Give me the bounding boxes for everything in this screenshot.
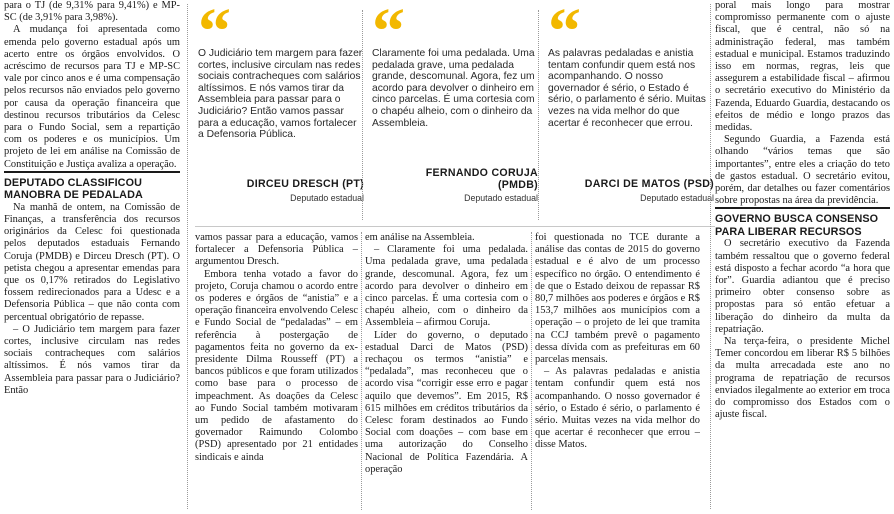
subheadline: GOVERNO BUSCA CONSENSO PARA LIBERAR RECURSOS (715, 207, 890, 238)
column-divider (710, 4, 711, 509)
paragraph: poral mais longo para mostrar compromisso permanente com o ajuste fiscal, que é central, não só na administração federal, mas também estadual e municipal. Estamos traduzindo isso em normas, regras, leis que assegurem a estabilidade fiscal – afirmou o secretário executivo do Ministério da Fazenda, Eduardo Guardia, destacando os efeitos de médio e longo prazos das medidas. (715, 0, 890, 134)
quote-box-matos (548, 0, 714, 217)
quote-role: Deputado estadual (464, 193, 538, 203)
quote-author: DARCI DE MATOS (PSD) (584, 178, 714, 190)
article-column-4 (535, 232, 700, 512)
article-column-2 (195, 232, 358, 512)
quote-mark-icon: “ (372, 0, 399, 68)
paragraph: para o TJ (de 9,31% para 9,41%) e MP-SC (de 3,91% para 3,98%). (4, 0, 180, 24)
article-column-3 (365, 232, 528, 512)
column-divider (531, 232, 532, 510)
paragraph: Segundo Guardia, a Fazenda está olhando “vários temas que são importantes”, entre eles a criação do teto de gastos estadual. O secretário evitou, porém, dar detalhes ou fazer comentários sobre propostas na área da previdência. (715, 134, 890, 207)
paragraph: Embora tenha votado a favor do projeto, Coruja chamou o acordo entre os poderes e órgãos de “anistia” e a operação financeira envolvendo Celesc e Fundo Social de “pedaladas” – em referência à postergação de pagamentos feita no governo da ex-presidente Dilma Rousseff (PT) a bancos públicos e que foram utilizados como base para o processo de impeachment. As doações da Celesc ao Fundo Social também motivaram um pedido de afastamento do governador Raimundo Colombo (PSD) apresentado por 21 entidades sindicais e ainda (195, 268, 358, 463)
paragraph: – O Judiciário tem margem para fazer cortes, inclusive circulam nas redes sociais contracheques com salários altíssimos. É nós vamos tirar da Assembleia para passar para o Judiciário? Então (4, 323, 180, 396)
article-column-5 (715, 0, 890, 514)
paragraph: O secretário executivo da Fazenda também ressaltou que o governo federal está disposto a fechar acordo “a hora que for”. Guardia adiantou que é preciso primeiro obter consenso sobre as propostas para só então efetuar a liberação do dinheiro da multa da repatriação. (715, 238, 890, 335)
quote-box-dresch (198, 0, 364, 217)
quote-text: As palavras pedaladas e anistia tentam confundir quem está nos acompanhando. O nosso governador é sério, o Estado é sério, o parlamento é sério. Muitas vezes na vida melhor do que acertar é reconhecer que errou. (548, 48, 706, 129)
quote-divider (362, 10, 363, 220)
column-divider (361, 232, 362, 510)
paragraph: – Claramente foi uma pedalada. Uma pedalada grave, uma pedalada grande, descomunal. Agora, fez um acordo para devolver o dinheiro em cinco parcelas. É uma cortesia com o chapéu alheio, com o dinheiro da Assembleia – afirmou Coruja. (365, 244, 528, 329)
quote-divider (538, 10, 539, 220)
column-divider (187, 4, 188, 509)
quote-mark-icon: “ (198, 0, 225, 68)
quote-text: Claramente foi uma pedalada. Uma pedalada grave, uma pedalada grande, descomunal. Agora, fez um acordo para devolver o dinheiro em cinco parcelas. É uma cortesia com o chapéu alheio, com o dinheiro da Assembleia. (372, 48, 535, 129)
paragraph: vamos passar para a educação, vamos fortalecer a Defensoria Pública – argumentou Dresch. (195, 232, 358, 268)
quote-author: FERNANDO CORUJA (PMDB) (425, 167, 538, 192)
paragraph: Na terça-feira, o presidente Michel Temer concordou em liberar R$ 5 bilhões da multa arrecadada este ano no programa de repatriação de recursos enviados ilegalmente ao exterior em troca do compromisso dos Estados com o ajuste fiscal. (715, 336, 890, 421)
quote-author: DIRCEU DRESCH (PT) (246, 178, 364, 190)
paragraph: Líder do governo, o deputado estadual Darci de Matos (PSD) rechaçou os termos “anistia” e “pedalada”, mas reconheceu que o acordo visa “corrigir esse erro e pagar aquilo que devemos”. Em 2015, R$ 615 milhões em créditos tributários da Celesc foram destinados ao Fundo Social com doações – com base em uma autorização do Conselho Nacional de Política Fazendária. A operação (365, 329, 528, 475)
paragraph: Na manhã de ontem, na Comissão de Finanças, a transferência dos recursos originários da Celesc foi questionada pelos deputados estaduais Fernando Coruja (PMDB) e Dirceu Dresch (PT). O petista chegou a apresentar emendas para que os 0,17% retirados do Legislativo fossem redirecionados para a Udesc e a Defensoria Pública – que não conta com percentual obrigatório de repasse. (4, 201, 180, 323)
subheadline: DEPUTADO CLASSIFICOU MANOBRA DE PEDALADA (4, 171, 180, 202)
quote-section-divider (195, 226, 715, 227)
quote-role: Deputado estadual (290, 193, 364, 203)
paragraph: em análise na Assembleia. (365, 232, 475, 243)
quote-text: O Judiciário tem margem para fazer cortes, inclusive circulam nas redes sociais contracheques com salários altíssimos. E nós vamos tirar da Assembleia para passar para o Judiciário? Então vamos passar para a educação, vamos fortalecer a Defensoria Pública. (198, 48, 363, 141)
paragraph: A mudança foi apresentada como emenda pelo governo estadual após um acerto entre os órgãos envolvidos. O acréscimo de recursos para TJ e MP-SC vale por cinco anos e é uma compensação pelos recursos não enviados pelo governo por causa da operação financeira que destinou recursos tributários da Celesc para o Fundo Social, sem a repartição com os poderes e os municípios. Um projeto de lei em análise na Comissão de Constituição e Justiça avaliza a operação. (4, 24, 180, 170)
paragraph: foi questionada no TCE durante a análise das contas de 2015 do governo estadual e é alvo de um processo específico no órgão. O entendimento é de que o Estado deixou de repassar R$ 80,7 milhões aos poderes e órgãos e R$ 153,7 milhões aos municípios com a operação – o projeto de lei que tramita na CCJ também prevê o pagamento dessa dívida com as prefeituras em 60 parcelas mensais. (535, 232, 700, 366)
article-column-1 (4, 0, 180, 397)
quote-box-coruja (372, 0, 538, 217)
paragraph: – As palavras pedaladas e anistia tentam confundir quem está nos acompanhando. O nosso governador é sério, o Estado é sério, o parlamento é sério. Muitas vezes na vida melhor do que acertar é reconhecer que errou – disse Matos. (535, 366, 700, 451)
quote-role: Deputado estadual (640, 193, 714, 203)
quote-mark-icon: “ (548, 0, 575, 68)
